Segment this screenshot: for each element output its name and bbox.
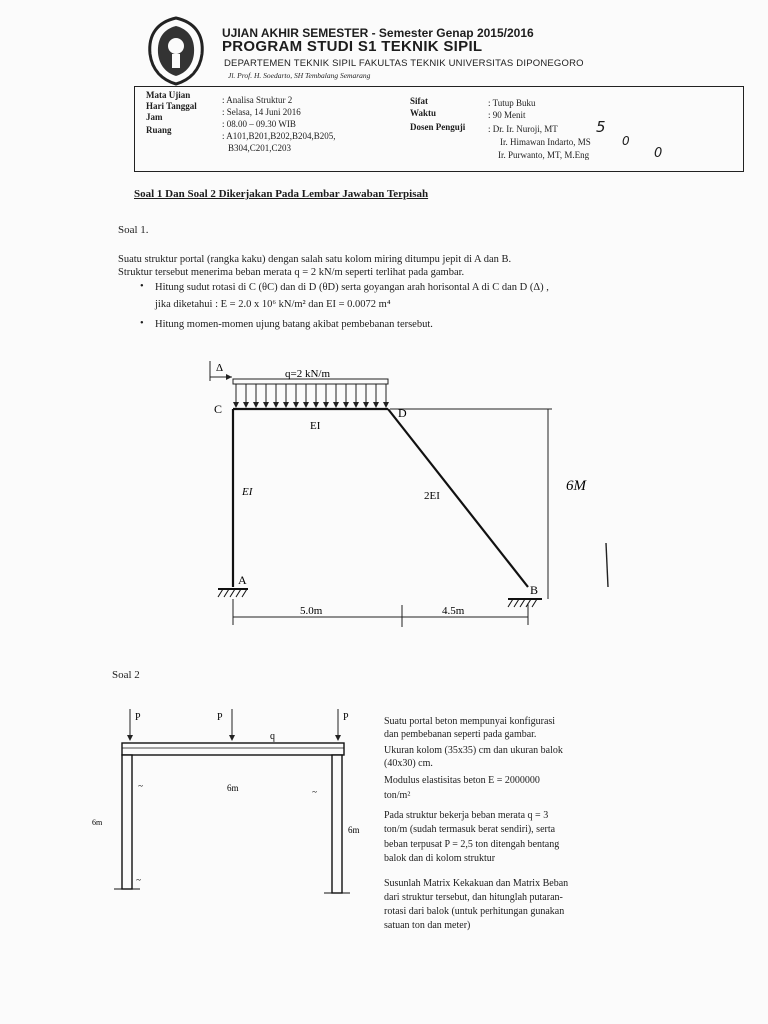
value-waktu: : 90 Menit <box>488 110 526 120</box>
value-jam: : 08.00 – 09.30 WIB <box>222 119 296 129</box>
value-sifat: : Tutup Buku <box>488 98 536 108</box>
soal2-line-7: Pada struktur bekerja beban merata q = 3 <box>384 810 549 821</box>
dim-left-label: 5.0m <box>300 605 323 617</box>
soal1-bullet1-line1: Hitung sudut rotasi di C (θC) dan di D (θD) serta goyangan arah horisontal A di C dan D (Δ) , <box>155 282 549 293</box>
signature-mark-1: 5 <box>596 118 606 136</box>
soal1-line2: Struktur tersebut menerima beban merata q = 2 kN/m seperti terlihat pada gambar. <box>118 267 465 278</box>
value-ruang: : A101,B201,B202,B204,B205, <box>222 131 336 141</box>
exam-title: UJIAN AKHIR SEMESTER - Semester Genap 2015/2016 <box>222 26 534 40</box>
hand-mark <box>606 543 608 587</box>
support-a-hatch <box>218 589 247 597</box>
label-ruang: Ruang <box>146 125 172 135</box>
value-dosen-2: Ir. Himawan Indarto, MS <box>500 137 591 147</box>
dim-right-label: 4.5m <box>442 605 465 617</box>
program-name: PROGRAM STUDI S1 TEKNIK SIPIL <box>222 38 483 55</box>
load-label: q=2 kN/m <box>285 368 331 380</box>
soal1-bullet1-line2: jika diketahui : E = 2.0 x 10⁶ kN/m² dan EI = 0.0072 m⁴ <box>155 299 391 310</box>
q-label: q <box>270 731 275 742</box>
soal2-line-1: Suatu portal beton mempunyai konfigurasi <box>384 716 556 727</box>
right-column <box>332 755 342 893</box>
soal1-bullet2: Hitung momen-momen ujung batang akibat pembebanan tersebut. <box>155 319 433 330</box>
label-mata-ujian: Mata Ujian <box>146 90 191 100</box>
node-a-label: A <box>238 573 247 587</box>
university-seal-logo <box>146 16 206 86</box>
label-dosen: Dosen Penguji <box>410 122 466 132</box>
height-left-label: 6m <box>92 818 103 827</box>
soal2-title: Soal 2 <box>112 669 140 681</box>
height-right-label: 6m <box>348 825 360 835</box>
load-arrowheads <box>233 402 389 408</box>
address: Jl. Prof. H. Soedarto, SH Tembalang Semarang <box>228 71 371 80</box>
value-ruang-cont: B304,C201,C203 <box>228 143 292 153</box>
soal2-line-4: (40x30) cm. <box>384 758 433 769</box>
support-b-hatch <box>508 599 537 607</box>
soal1-title: Soal 1. <box>118 224 149 236</box>
label-jam: Jam <box>146 112 163 122</box>
label-waktu: Waktu <box>410 108 437 118</box>
figure1-portal-frame <box>190 355 610 645</box>
signature-mark-2: 0 <box>622 134 630 148</box>
figure2-portal-frame <box>92 705 382 905</box>
p-left-label: P <box>135 712 141 723</box>
p-mid-arrowhead <box>229 735 235 741</box>
soal2-line-13: rotasi dari balok (untuk perhitungan gunakan <box>384 906 565 917</box>
p-mid-label: P <box>217 712 223 723</box>
soal2-line-6: ton/m² <box>384 790 411 801</box>
span-label: 6m <box>227 783 239 793</box>
soal2-line-3: Ukuran kolom (35x35) cm dan ukuran balok <box>384 745 563 756</box>
left-column <box>122 755 132 889</box>
soal2-line-8: ton/m (sudah termasuk berat sendiri), serta <box>384 824 556 835</box>
incline-ei-label: 2EI <box>424 490 440 502</box>
node-d-label: D <box>398 406 407 420</box>
node-b-label: B <box>530 583 539 597</box>
height-hand-label: 6M <box>566 478 586 494</box>
soal2-line-14: satuan ton dan meter) <box>384 920 471 931</box>
label-sifat: Sifat <box>410 96 428 106</box>
p-left-arrowhead <box>127 735 133 741</box>
value-dosen-1: : Dr. Ir. Nuroji, MT <box>488 124 558 134</box>
load-arrows <box>236 384 386 405</box>
soal2-line-5: Modulus elastisitas beton E = 2000000 <box>384 775 540 786</box>
delta-label: Δ <box>216 362 224 374</box>
signature-mark-3: 0 <box>654 146 663 161</box>
hand-mark-1: ~ <box>138 781 143 791</box>
soal2-line-12: dari struktur tersebut, dan hitunglah putaran- <box>384 892 563 903</box>
node-c-label: C <box>214 402 223 416</box>
hand-mark-3: ~ <box>136 875 141 885</box>
value-dosen-3: Ir. Purwanto, MT, M.Eng <box>498 150 590 160</box>
instruction: Soal 1 Dan Soal 2 Dikerjakan Pada Lembar Jawaban Terpisah <box>134 188 429 200</box>
p-right-arrowhead <box>335 735 341 741</box>
department-name: DEPARTEMEN TEKNIK SIPIL FAKULTAS TEKNIK UNIVERSITAS DIPONEGORO <box>224 58 584 69</box>
delta-arrowhead <box>226 374 232 380</box>
bullet-1-dot: • <box>140 281 144 292</box>
soal2-line-2: dan pembebanan seperti pada gambar. <box>384 729 537 740</box>
beam-ei-label: EI <box>310 420 321 432</box>
value-hari-tanggal: : Selasa, 14 Juni 2016 <box>222 107 301 117</box>
soal2-line-10: balok dan di kolom struktur <box>384 853 496 864</box>
soal2-line-9: beban terpusat P = 2,5 ton ditengah bentang <box>384 839 560 850</box>
beam <box>122 743 344 755</box>
value-mata-ujian: : Analisa Struktur 2 <box>222 95 293 105</box>
label-hari-tanggal: Hari Tanggal <box>146 101 197 111</box>
column-ei-label: EI <box>242 486 253 498</box>
p-right-label: P <box>343 712 349 723</box>
inclined-column-db <box>388 409 528 587</box>
soal2-line-11: Susunlah Matrix Kekakuan dan Matrix Beban <box>384 878 569 889</box>
soal1-line1: Suatu struktur portal (rangka kaku) dengan salah satu kolom miring ditumpu jepit di A dan B. <box>118 254 512 265</box>
bullet-2-dot: • <box>140 318 144 329</box>
hand-mark-2: ~ <box>312 787 317 797</box>
